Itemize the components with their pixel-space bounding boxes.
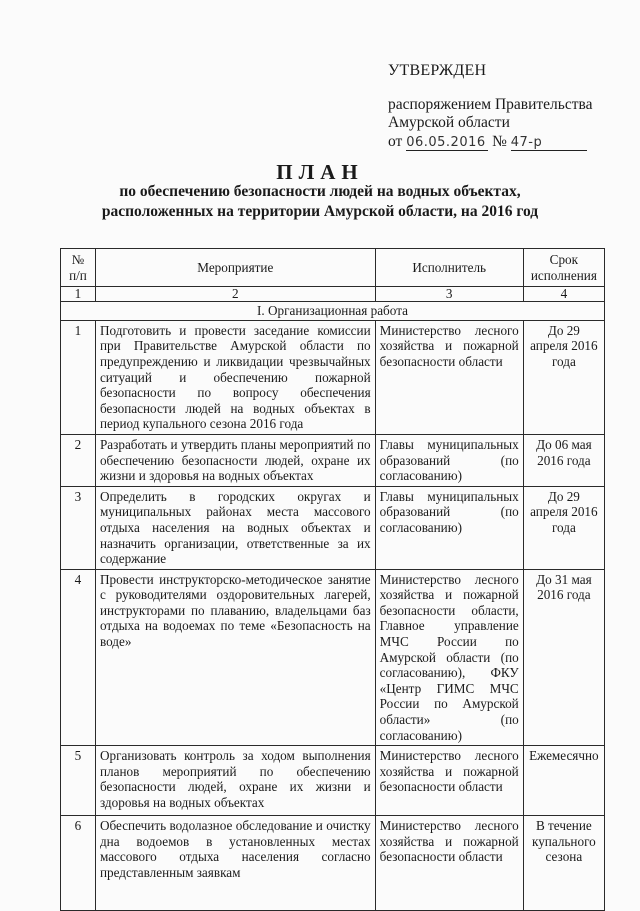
row-executor: Министерство лесного хозяйства и пожарной безопасности области [375,320,523,434]
row-executor: Главы муниципальных образований (по согласованию) [375,434,523,486]
approval-date-field [406,135,488,151]
header-no-line-1: № [71,252,85,267]
approval-date: 06.05.2016 [406,135,486,150]
table-header-row [61,249,605,287]
header-activity: Мероприятие [95,249,375,287]
table-row [61,569,605,746]
plan-title: ПЛАН [276,160,364,184]
approval-stamp [388,62,593,151]
row-executor: Министерство лесного хозяйства и пожарной безопасности области [375,746,523,816]
row-activity: Провести инструкторско-методическое занятие с руководителями оздоровительных лагерей, инструкторами по плаванию, владельцами баз отдыха на водоемах по теме «Безопасность на воде» [95,569,375,746]
row-term: Ежемесячно [523,746,604,816]
row-number: 3 [61,486,96,569]
header-term-line-2: исполнения [530,267,597,283]
row-number: 5 [61,746,96,816]
table-row [61,816,605,911]
row-activity: Разработать и утвердить планы мероприятий по обеспечению безопасности людей, охране их жизни и здоровья на водных объектах [95,434,375,486]
header-term-line-1: Срок [549,252,579,267]
column-numbers-row [61,287,605,302]
row-activity: Организовать контроль за ходом выполнения планов мероприятий по обеспечению безопасности людей, охране их жизни и здоровья на водных объектах [95,746,375,816]
plan-subtitle-line-1: по обеспечению безопасности людей на водных объектах, [119,183,521,200]
row-activity: Подготовить и провести заседание комиссии при Правительстве Амурской области по предупреждению и ликвидации чрезвычайных ситуаций и обеспечению пожарной безопасности по вопросу обеспечения безопасности людей на водных объектах в период купального сезона 2016 года [95,320,375,434]
column-number: 2 [95,287,375,302]
row-executor: Министерство лесного хозяйства и пожарной безопасности области, Главное управление МЧС России по Амурской области (по согласованию), ФКУ «Центр ГИМС МЧС России по Амурской области» (по согласованию) [375,569,523,746]
column-number: 1 [61,287,96,302]
row-term: До 29 апреля 2016 года [523,486,604,569]
row-number: 6 [61,816,96,911]
approval-from-label: от [388,133,403,150]
row-term: До 29 апреля 2016 года [523,320,604,434]
approval-number-field [511,135,587,151]
approval-number-label: № [492,133,507,150]
row-executor: Главы муниципальных образований (по согласованию) [375,486,523,569]
row-activity: Обеспечить водолазное обследование и очистку дна водоемов в установленных местах массового отдыха населения согласно представленным заявкам [95,816,375,911]
approval-title: УТВЕРЖДЕН [388,62,487,79]
table-row [61,434,605,486]
approval-line-1: распоряжением Правительства [388,96,593,113]
approval-line-2: Амурской области [388,114,510,131]
approval-date-line [388,133,593,151]
row-term: До 31 мая 2016 года [523,569,604,746]
column-number: 3 [375,287,523,302]
table-row [61,746,605,816]
header-no [61,249,96,287]
plan-table [60,248,605,911]
row-number: 2 [61,434,96,486]
row-executor: Министерство лесного хозяйства и пожарной безопасности области [375,816,523,911]
row-number: 1 [61,320,96,434]
row-number: 4 [61,569,96,746]
plan-subtitle-line-2: расположенных на территории Амурской области, на 2016 год [101,203,539,220]
table-row [61,486,605,569]
row-term: До 06 мая 2016 года [523,434,604,486]
section-row [61,302,605,321]
header-executor: Исполнитель [375,249,523,287]
table-row [61,320,605,434]
section-title: I. Организационная работа [61,302,605,321]
approval-number: 47-р [510,135,543,150]
column-number: 4 [523,287,604,302]
header-no-line-2: п/п [69,267,87,283]
row-activity: Определить в городских округах и муниципальных районах места массового отдыха населения на водных объектах и назначить организации, ответственные за их содержание [95,486,375,569]
row-term: В течение купального сезона [523,816,604,911]
header-term [523,249,604,287]
